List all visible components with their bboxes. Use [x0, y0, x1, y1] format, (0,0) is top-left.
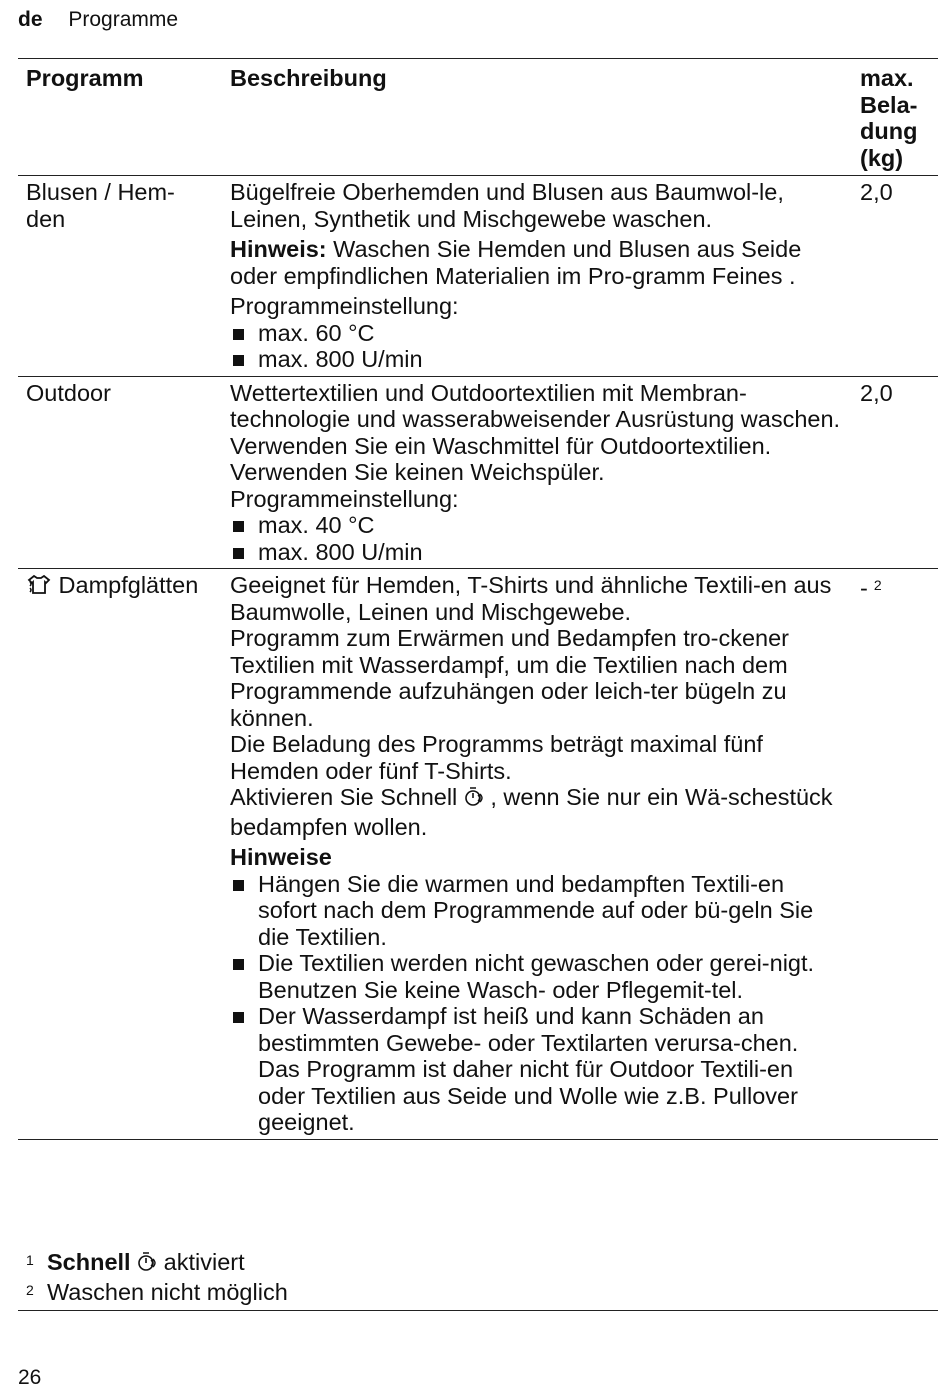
activate-text: , wenn Sie nur ein Wä-schestück bedampfen wollen.: [230, 784, 833, 840]
max-load: 2,0: [860, 179, 893, 205]
column-header-description: Beschreibung: [230, 65, 387, 91]
footnote-number: 1: [26, 1252, 34, 1268]
description-text: Geeignet für Hemden, T-Shirts und ähnliche Textili-en aus Baumwolle, Leinen und Mischgewebe.: [230, 572, 832, 625]
language-code: de: [18, 8, 43, 31]
description-text: Die Beladung des Programms beträgt maximal fünf Hemden oder fünf T-Shirts.: [230, 731, 763, 784]
max-load: 2,0: [860, 379, 893, 406]
list-item: max. 40 °C: [230, 512, 844, 539]
footnotes: [18, 1249, 938, 1311]
notes-title: Hinweise: [230, 844, 332, 870]
timer-icon: [464, 786, 484, 814]
section-title: Programme: [68, 8, 179, 31]
footnote-bold: Schnell: [47, 1249, 131, 1275]
description-text: Verwenden Sie ein Waschmittel für Outdoortextilien.: [230, 432, 772, 459]
column-header-program: Programm: [26, 65, 144, 91]
page-header: [18, 8, 178, 32]
note-text: Der Wasserdampf ist heiß und kann Schäden an bestimmten Gewebe- oder Textilarten verursa-chen.: [258, 1003, 799, 1056]
note: [230, 236, 844, 289]
program-name: Outdoor: [26, 379, 111, 406]
load-header-text: max. Bela-dung (kg): [860, 65, 918, 171]
footnote-ref: 2: [873, 577, 882, 593]
activate-text: Aktivieren Sie Schnell: [230, 784, 458, 810]
footnote-number: 2: [26, 1282, 34, 1298]
footnote-text: aktiviert: [163, 1249, 245, 1275]
list-item: Hängen Sie die warmen und bedampften Textili-en sofort nach dem Programmende auf oder bü-geln Sie die Textilien.: [230, 871, 844, 951]
notes-list: [230, 871, 844, 1136]
program-name: Dampfglätten: [58, 572, 199, 598]
list-item: max. 800 U/min: [230, 539, 844, 566]
note-extra: Das Programm ist daher nicht für Outdoor Textili-en oder Textilien aus Seide und Wolle wie z.B. Pullover geeignet.: [258, 1056, 798, 1135]
footnote-text: Waschen nicht möglich: [47, 1279, 288, 1305]
max-load: [852, 569, 938, 1140]
table-row: [18, 376, 938, 569]
table-row: [18, 569, 938, 1140]
list-item: Die Textilien werden nicht gewaschen oder gerei-nigt. Benutzen Sie keine Wasch- oder Pflegemit-tel.: [230, 950, 844, 1003]
timer-icon: [137, 1251, 157, 1279]
settings-label: Programmeinstellung:: [230, 485, 459, 512]
activate-hint: [230, 784, 844, 840]
program-description: [222, 176, 852, 377]
program-description: [222, 569, 852, 1140]
list-item: max. 800 U/min: [230, 346, 844, 373]
note-label: Hinweis:: [230, 236, 327, 262]
description-text: Verwenden Sie keinen Weichspüler.: [230, 459, 605, 485]
column-header-load: [852, 59, 938, 176]
program-name: Blusen / Hem-den: [26, 179, 175, 232]
page-number: 26: [18, 1366, 42, 1389]
steam-shirt-icon: [26, 572, 52, 602]
list-item: [230, 1003, 844, 1136]
settings-list: [230, 320, 844, 373]
load-value: -: [860, 575, 868, 601]
program-description: [222, 376, 852, 569]
description-text: Programm zum Erwärmen und Bedampfen tro-ckener Textilien mit Wasserdampf, um die Textilien nach dem Programmende aufzuhängen oder leich-ter bügeln zu können.: [230, 625, 789, 731]
description-text: Wettertextilien und Outdoortextilien mit Membran-technologie und wasserabweisender Ausrüstung waschen.: [230, 379, 841, 432]
description-text: Bügelfreie Oberhemden und Blusen aus Baumwol-le, Leinen, Synthetik und Mischgewebe waschen.: [230, 179, 784, 232]
footnote: [18, 1279, 938, 1306]
program-table: [18, 58, 938, 1140]
list-item: max. 60 °C: [230, 320, 844, 347]
settings-label: Programmeinstellung:: [230, 293, 459, 319]
table-header-row: [18, 59, 938, 176]
note-text: Waschen Sie Hemden und Blusen aus Seide oder empfindlichen Materialien im Pro-gramm Feines .: [230, 236, 802, 289]
table-row: [18, 176, 938, 377]
footnote: [18, 1249, 938, 1279]
program-name-cell: [18, 569, 222, 1140]
settings-list: [230, 512, 844, 565]
